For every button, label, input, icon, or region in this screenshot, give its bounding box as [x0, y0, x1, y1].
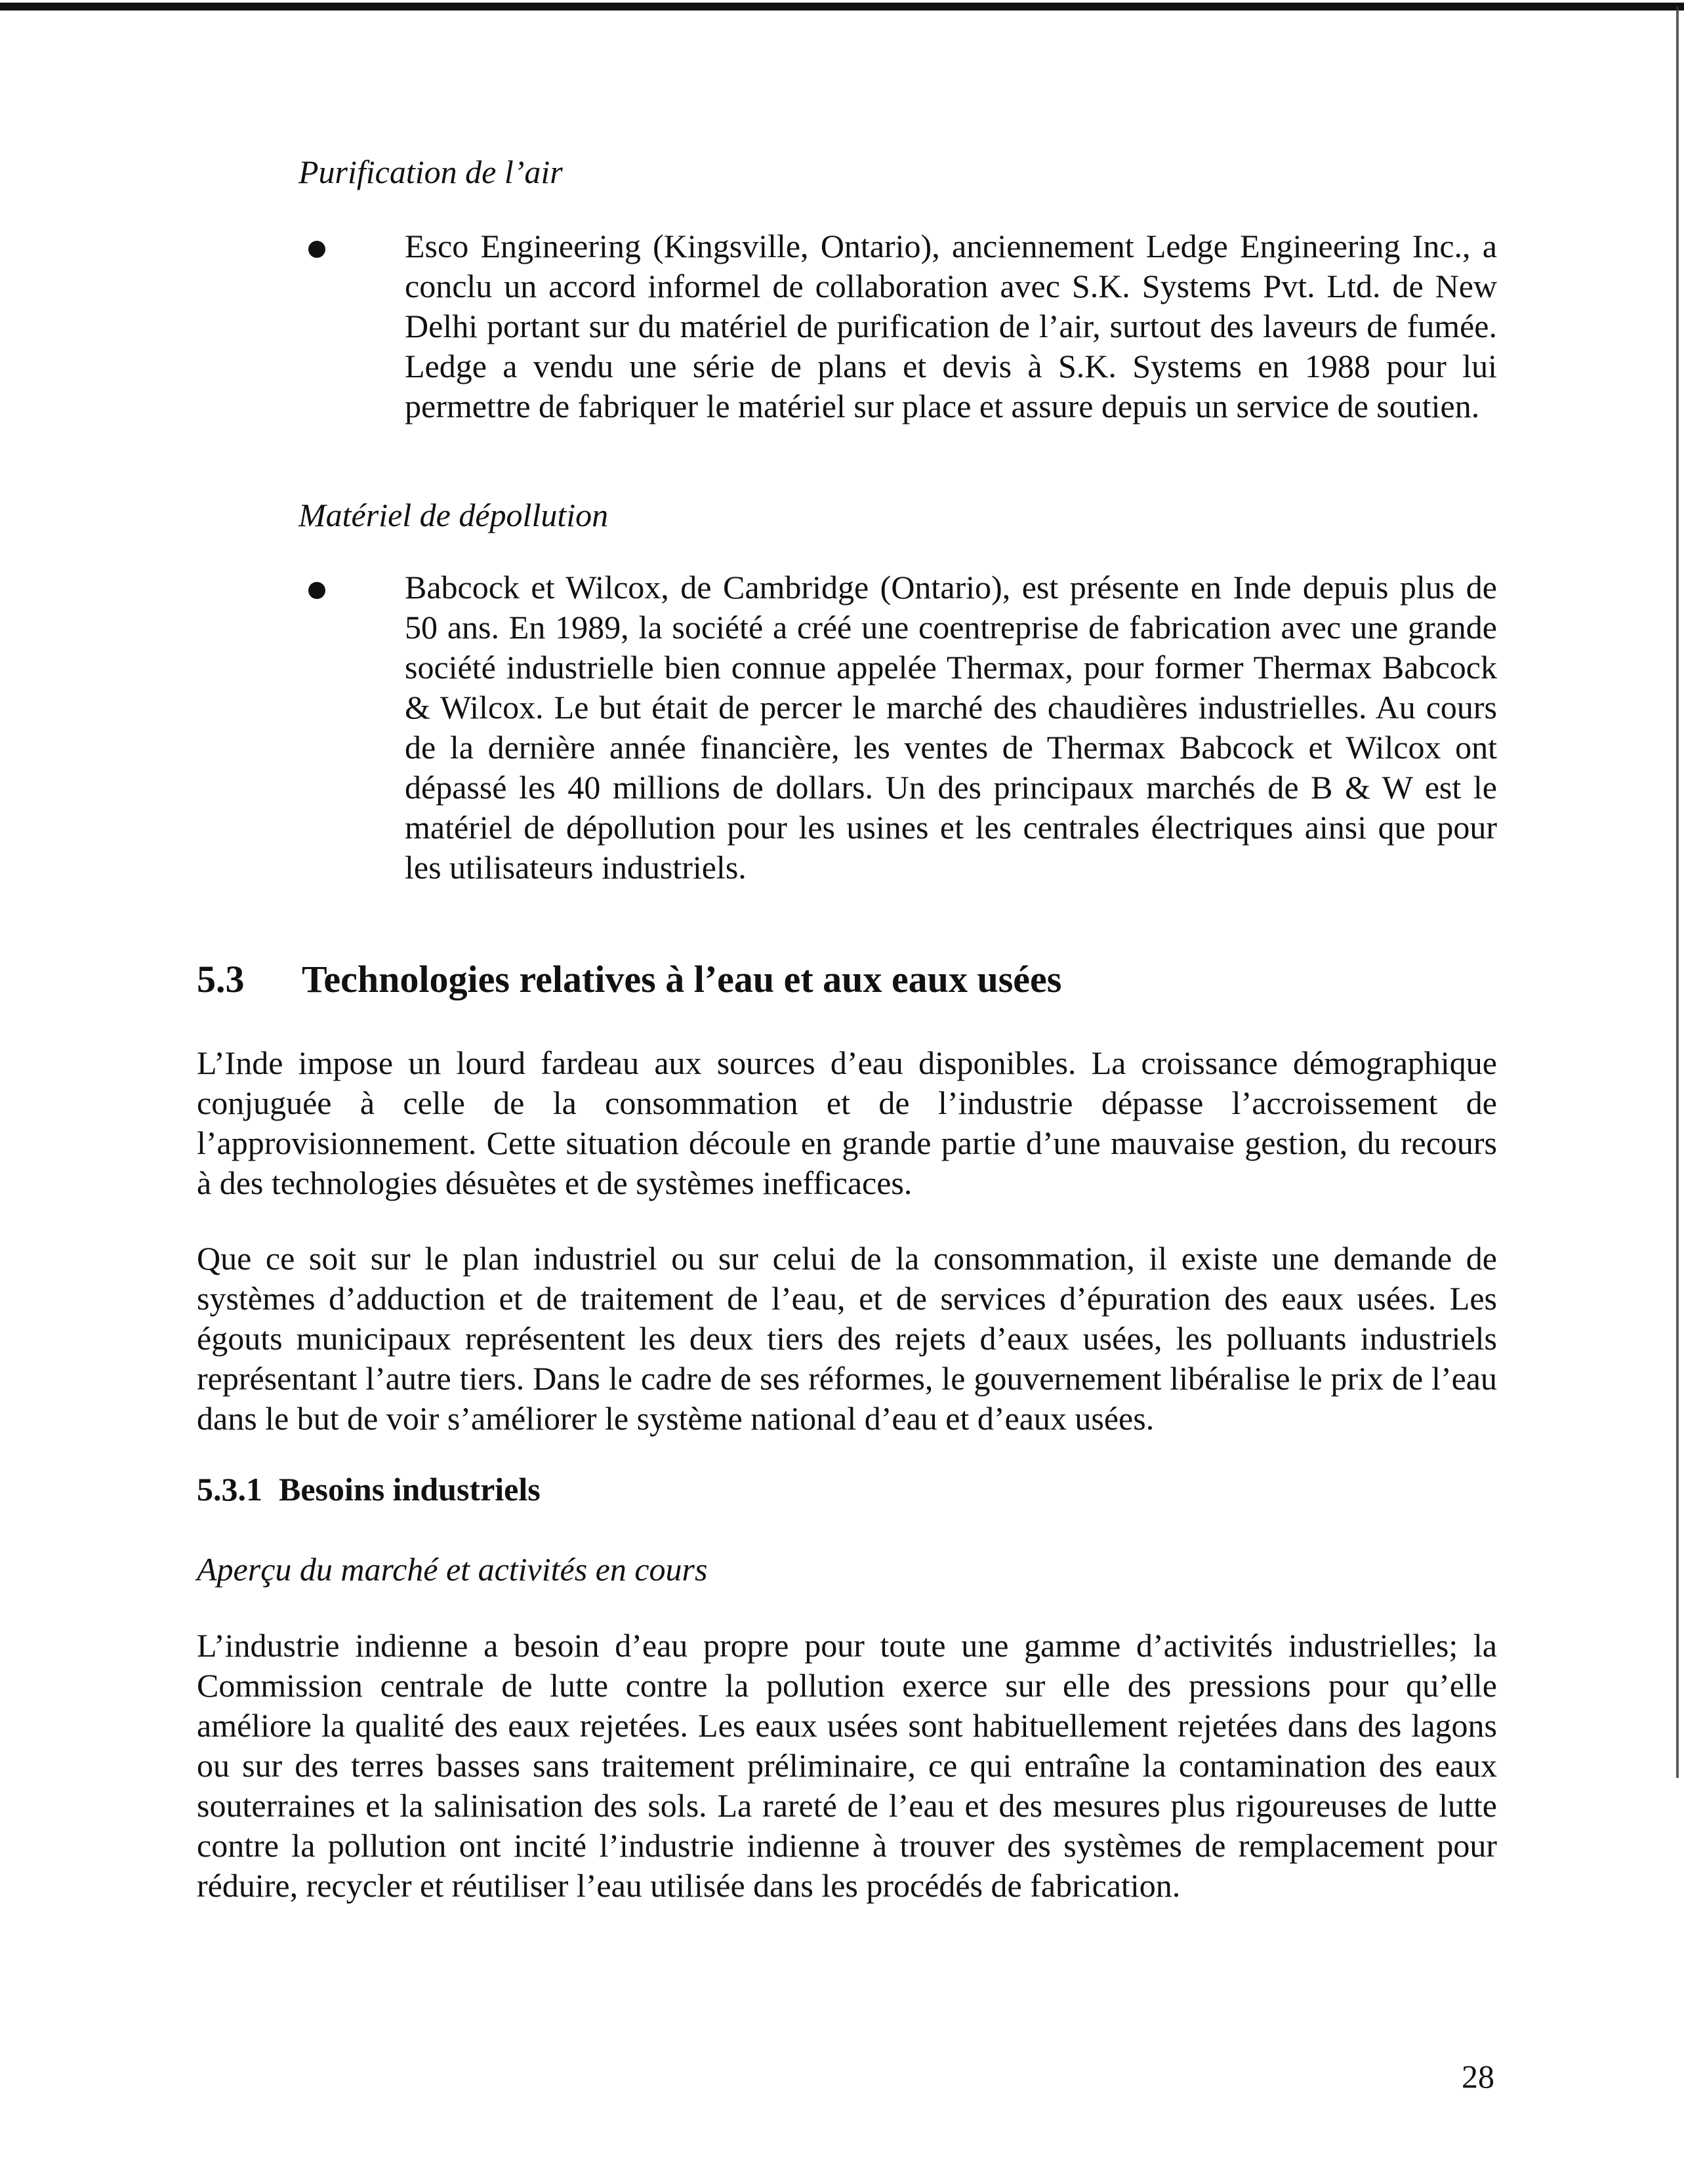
paragraph-industry-needs: L’industrie indienne a besoin d’eau propre pour toute une gamme d’activités industrielles; la Commission centrale de lutte contre la pollution exerce sur elle des pressions pour qu’elle améliore la qualité des eaux rejetées. Les eaux usées sont habituellement rejetées dans des lagons ou sur des terres basses sans traitement préliminaire, ce qui entraîne la contamination des eaux souterraines et la salinisation des sols. La rareté de l’eau et des mesures plus rigoureuses de lutte contre la pollution ont incité l’industrie indienne à trouver des systèmes de remplacement pour réduire, recycler et réutiliser l’eau utilisée dans les procédés de fabrication.	[197, 1627, 1497, 1904]
top-border-rule	[0, 3, 1684, 10]
right-border-rule	[1676, 7, 1679, 1778]
subheading-pollution-equipment: Matériel de dépollution	[298, 497, 609, 533]
paragraph-demand: Que ce soit sur le plan industriel ou sur celui de la consommation, il existe une demande de systèmes d’adduction et de traitement de l’eau, et de services d’épuration des eaux usées. Les égouts municipaux représentent les deux tiers des rejets d’eaux usées, les polluants industriels représentant l’autre tiers. Dans le cadre de ses réformes, le gouvernement libéralise le prix de l’eau dans le but de voir s’améliorer le système national d’eau et d’eaux usées.	[197, 1240, 1497, 1437]
bullet-dot-babcock	[308, 582, 325, 599]
subheading-air-purification: Purification de l’air	[298, 154, 563, 190]
bullet-dot-esco	[308, 241, 325, 258]
section-title: Technologies relatives à l’eau et aux eaux usées	[302, 958, 1062, 1000]
section-heading	[197, 957, 1061, 1002]
subsection-heading	[197, 1470, 541, 1509]
subheading-market-overview: Aperçu du marché et activités en cours	[197, 1551, 708, 1588]
subsection-title: Besoins industriels	[279, 1471, 541, 1508]
subsection-number: 5.3.1	[197, 1471, 262, 1508]
paragraph-water-burden: L’Inde impose un lourd fardeau aux sources d’eau disponibles. La croissance démographique conjuguée à celle de la consommation et de l’industrie dépasse l’accroissement de l’approvisionnement. Cette situation découle en grande partie d’une mauvaise gestion, du recours à des technologies désuètes et de systèmes inefficaces.	[197, 1044, 1497, 1201]
page-number: 28	[1462, 2058, 1494, 2095]
bullet-text-esco: Esco Engineering (Kingsville, Ontario), anciennement Ledge Engineering Inc., a conclu un accord informel de collaboration avec S.K. Systems Pvt. Ltd. de New Delhi portant sur du matériel de purification de l’air, surtout des laveurs de fumée. Ledge a vendu une série de plans et devis à S.K. Systems en 1988 pour lui permettre de fabriquer le matériel sur place et assure depuis un service de soutien.	[405, 228, 1497, 424]
section-number: 5.3	[197, 958, 245, 1000]
bullet-text-babcock: Babcock et Wilcox, de Cambridge (Ontario), est présente en Inde depuis plus de 50 ans. En 1989, la société a créé une coentreprise de fabrication avec une grande société industrielle bien connue appelée Thermax, pour former Thermax Babcock & Wilcox. Le but était de percer le marché des chaudières industrielles. Au cours de la dernière année financière, les ventes de Thermax Babcock et Wilcox ont dépassé les 40 millions de dollars. Un des principaux marchés de B & W est le matériel de dépollution pour les usines et les centrales électriques ainsi que pour les utilisateurs industriels.	[405, 569, 1497, 886]
